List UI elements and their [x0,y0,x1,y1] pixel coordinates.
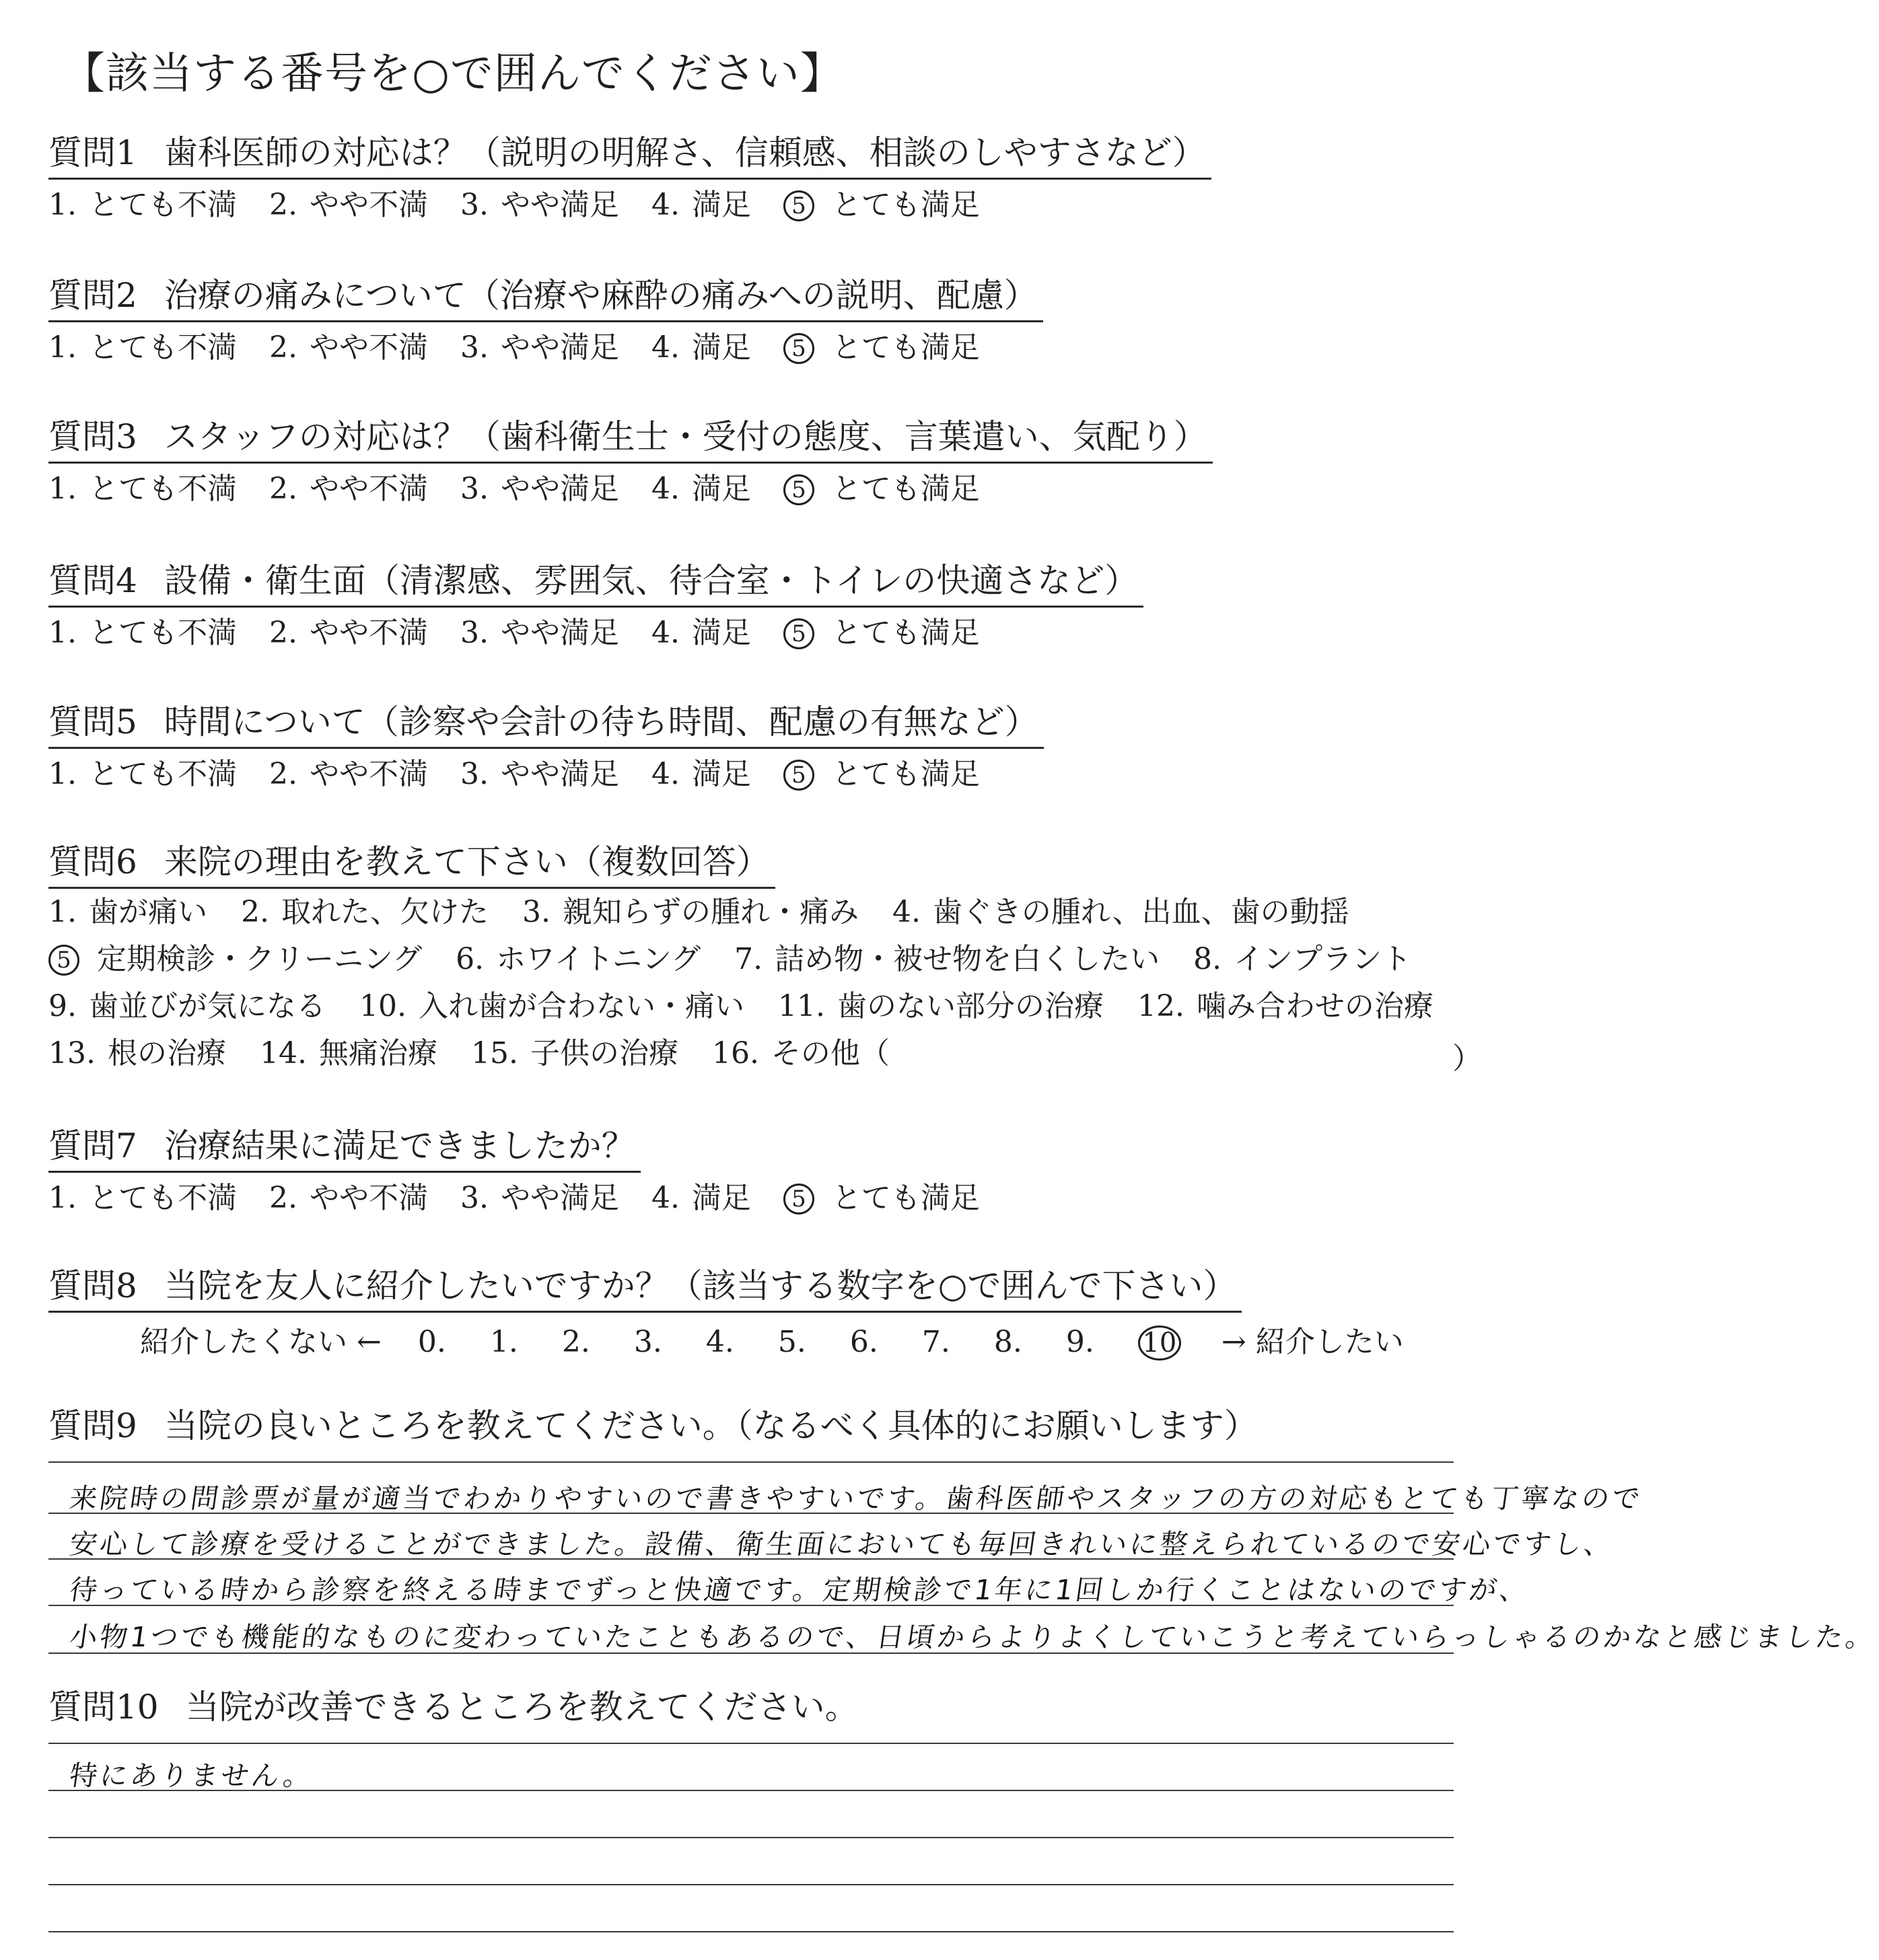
q2-option-5-circled[interactable]: 5 とても満足 [783,326,980,369]
q2-option-4[interactable]: 4. 満足 [651,330,751,365]
q5-option-5-circled[interactable]: 5 とても満足 [783,753,980,796]
instruction-header: 【該当する番号を○で囲んでください】 [62,49,844,99]
q6-option-3[interactable]: 3. 親知らずの腫れ・痛み [522,895,859,929]
question-4 [48,556,1143,655]
q6-option-6[interactable]: 6. ホワイトニング [456,942,701,976]
question-9-title: 質問9 当院の良いところを教えてください。（なるべく具体的にお願いします） [48,1406,1258,1445]
q8-option-4[interactable]: 4. [705,1325,734,1359]
q8-option-10-circled[interactable]: 10 [1138,1325,1212,1360]
q3-option-1[interactable]: 1. とても不満 [48,472,237,506]
q9-answer-rule-0 [48,1461,1454,1463]
q10-answer-line-1[interactable]: 特にありません。 [67,1759,316,1792]
q10-answer-rule-3 [48,1884,1454,1885]
q6-option-12[interactable]: 12. 噛み合わせの治療 [1137,989,1433,1023]
q8-option-7[interactable]: 7. [921,1325,950,1359]
q2-option-1[interactable]: 1. とても不満 [48,330,237,365]
q6-row-1 [48,889,1458,936]
question-1-options [48,184,1211,227]
q4-option-3[interactable]: 3. やや満足 [460,616,619,650]
q5-option-3[interactable]: 3. やや満足 [460,757,619,791]
q2-option-3[interactable]: 3. やや満足 [460,330,619,365]
q6-option-10[interactable]: 10. 入れ歯が合わない・痛い [359,989,744,1023]
question-7-options [48,1177,1003,1220]
q9-answer-line-3[interactable]: 待っている時から診察を終える時までずっと快適です。定期検診で1年に1回しか行くことはないのですが、 [67,1574,1532,1606]
q8-option-8[interactable]: 8. [993,1325,1022,1359]
question-3-title: 質問3 スタッフの対応は？（歯科衛生士・受付の態度、言葉遣い、気配り） [48,412,1213,464]
question-2-options [48,326,1043,369]
q3-option-3[interactable]: 3. やや満足 [460,472,619,506]
q6-option-7[interactable]: 7. 詰め物・被せ物を白くしたい [734,942,1160,976]
q6-option-2[interactable]: 2. 取れた、欠けた [240,895,489,929]
q1-option-3[interactable]: 3. やや満足 [460,188,619,222]
q10-answer-rule-4 [48,1931,1454,1932]
q4-option-5-circled[interactable]: 5 とても満足 [783,612,980,655]
q6-other-input[interactable] [922,1036,1433,1074]
q7-option-5-circled[interactable]: 5 とても満足 [783,1177,980,1220]
q7-option-2[interactable]: 2. やや不満 [269,1181,428,1215]
question-3-options [48,468,1213,511]
q5-option-1[interactable]: 1. とても不満 [48,757,237,791]
q8-option-5[interactable]: 5. [777,1325,806,1359]
question-6-title: 質問6 来院の理由を教えて下さい（複数回答） [48,837,775,889]
q6-row-2 [48,936,1458,983]
q6-option-11[interactable]: 11. 歯のない部分の治療 [777,989,1104,1023]
q6-option-9[interactable]: 9. 歯並びが気になる [48,989,326,1023]
question-2-title: 質問2 治療の痛みについて（治療や麻酔の痛みへの説明、配慮） [48,270,1043,322]
q8-option-2[interactable]: 2. [561,1325,590,1359]
question-5-options [48,753,1044,796]
q9-answer-line-4[interactable]: 小物1つでも機能的なものに変わっていたこともあるので、日頃からよりよくしていこうと考えていらっしゃるのかなと感じました。 [67,1621,1878,1653]
q10-answer-rule-2 [48,1837,1454,1838]
question-4-options [48,612,1143,655]
q7-option-3[interactable]: 3. やや満足 [460,1181,619,1215]
question-5-title: 質問5 時間について（診察や会計の待ち時間、配慮の有無など） [48,697,1044,749]
question-7 [48,1121,1003,1220]
q9-answer-line-2[interactable]: 安心して診療を受けることができました。設備、衛生面においても毎回きれいに整えられているので安心ですし、 [67,1528,1617,1560]
q6-option-1[interactable]: 1. 歯が痛い [48,895,207,929]
q8-option-0[interactable]: 0. [417,1325,446,1359]
question-4-title: 質問4 設備・衛生面（清潔感、雰囲気、待合室・トイレの快適さなど） [48,556,1143,608]
q3-option-4[interactable]: 4. 満足 [651,472,751,506]
q1-option-1[interactable]: 1. とても不満 [48,188,237,222]
q7-option-4[interactable]: 4. 満足 [651,1181,751,1215]
q1-option-4[interactable]: 4. 満足 [651,188,751,222]
q4-option-2[interactable]: 2. やや不満 [269,616,428,650]
q10-answer-rule-0 [48,1743,1454,1744]
q1-option-5-circled[interactable]: 5 とても満足 [783,184,980,227]
q7-option-1[interactable]: 1. とても不満 [48,1181,237,1215]
question-1 [48,128,1211,227]
question-3 [48,412,1213,511]
q8-option-3[interactable]: 3. [633,1325,662,1359]
q6-row-3 [48,983,1458,1030]
q4-option-4[interactable]: 4. 満足 [651,616,751,650]
q6-option-13[interactable]: 13. 根の治療 [48,1036,226,1070]
q9-answer-line-1[interactable]: 来院時の問診票が量が適当でわかりやすいので書きやすいです。歯科医師やスタッフの方の対応もとても丁寧なので [67,1482,1645,1515]
question-5 [48,697,1044,796]
q3-option-2[interactable]: 2. やや不満 [269,472,428,506]
q6-option-14[interactable]: 14. 無痛治療 [259,1036,437,1070]
q5-option-4[interactable]: 4. 満足 [651,757,751,791]
q6-option-4[interactable]: 4. 歯ぐきの腫れ、出血、歯の動揺 [892,895,1349,929]
question-8 [48,1261,1242,1313]
question-7-title: 質問7 治療結果に満足できましたか？ [48,1121,641,1173]
q6-option-8[interactable]: 8. インプラント [1193,942,1412,976]
q6-other-close-paren: ） [1452,1042,1482,1076]
question-10-title: 質問10 当院が改善できるところを教えてください。 [48,1687,859,1727]
q6-option-16[interactable]: 16. その他（ [711,1036,890,1070]
question-8-title: 質問8 当院を友人に紹介したいですか？（該当する数字を○で囲んで下さい） [48,1261,1242,1313]
q5-option-2[interactable]: 2. やや不満 [269,757,428,791]
q4-option-1[interactable]: 1. とても不満 [48,616,237,650]
question-9 [48,1401,1258,1451]
q8-option-9[interactable]: 9. [1065,1325,1094,1359]
q3-option-5-circled[interactable]: 5 とても満足 [783,468,980,511]
q8-option-1[interactable]: 1. [489,1325,518,1359]
q8-left-label: 紹介したくない ← [140,1325,382,1359]
question-2 [48,270,1043,369]
q8-scale [140,1317,1404,1360]
q1-option-2[interactable]: 2. やや不満 [269,188,428,222]
question-1-title: 質問1 歯科医師の対応は？（説明の明解さ、信頼感、相談のしやすさなど） [48,128,1211,180]
q6-option-5-circled[interactable]: 5 定期検診・クリーニング [48,936,422,983]
question-10 [48,1682,859,1732]
q8-option-6[interactable]: 6. [849,1325,878,1359]
q8-right-label: → 紹介したい [1221,1325,1404,1359]
q2-option-2[interactable]: 2. やや不満 [269,330,428,365]
q6-option-15[interactable]: 15. 子供の治療 [470,1036,678,1070]
